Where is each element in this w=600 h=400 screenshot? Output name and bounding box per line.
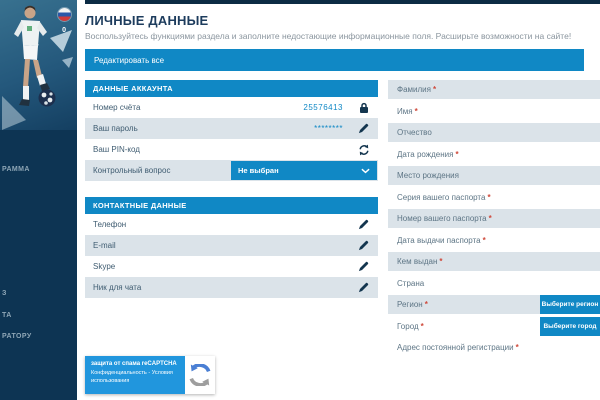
field-registration-address[interactable]	[388, 338, 600, 357]
security-question-dropdown[interactable]	[231, 161, 377, 180]
required-asterisk: *	[439, 257, 443, 266]
main-content	[85, 0, 600, 400]
form-columns	[85, 80, 600, 394]
sidebar-item-operatoru[interactable]: РАТОРУ	[2, 333, 32, 340]
field-registration-address-label: Адрес постоянной регистрации	[397, 343, 514, 352]
field-firstname-label: Имя	[397, 106, 413, 116]
required-asterisk: *	[432, 85, 437, 94]
security-question-label: Контрольный вопрос	[93, 166, 171, 175]
required-asterisk: *	[414, 106, 418, 116]
recaptcha-text	[85, 356, 185, 394]
select-city-button[interactable]: Выберите город	[540, 317, 600, 336]
edit-email-pencil-icon[interactable]	[357, 239, 370, 252]
security-question-row	[85, 160, 378, 181]
recaptcha-separator: -	[148, 370, 151, 376]
required-asterisk: *	[515, 343, 519, 352]
required-asterisk: *	[455, 149, 459, 159]
account-section-header: ДАННЫЕ АККАУНТА	[85, 80, 378, 97]
field-passport-series[interactable]	[388, 188, 600, 207]
player-banner-image	[0, 0, 77, 130]
recaptcha-brand: reCAPTCHA	[141, 361, 177, 367]
field-lastname[interactable]	[388, 80, 600, 99]
select-region-button[interactable]: Выберите регион	[540, 295, 600, 314]
edit-all-button[interactable]: Редактировать все	[85, 49, 584, 71]
field-birthplace[interactable]	[388, 166, 600, 185]
pin-code-row	[85, 139, 378, 160]
field-passport-number-label: Номер вашего паспорта	[397, 214, 487, 223]
left-column	[85, 80, 378, 394]
password-label: Ваш пароль	[93, 124, 138, 133]
recaptcha-terms-link[interactable]: Условия использования	[91, 370, 173, 385]
sidebar-item-2[interactable]: ТА	[2, 312, 12, 319]
recaptcha-privacy-link[interactable]: Конфиденциальность	[91, 370, 147, 376]
top-divider	[85, 0, 600, 4]
page-subtitle: Воспользуйтесь функциями раздела и заполните недостающие информационные поля. Расширьте возможности на сайте!	[85, 31, 572, 41]
field-lastname-label: Фамилия	[397, 85, 431, 94]
email-row	[85, 235, 378, 256]
email-label: E-mail	[93, 241, 116, 250]
sidebar-item-1[interactable]: З	[2, 290, 7, 297]
field-birthdate-label: Дата рождения	[397, 149, 454, 159]
notification-counter: 0	[62, 27, 66, 34]
russia-flag-icon	[58, 8, 71, 21]
field-passport-series-label: Серия вашего паспорта	[397, 192, 486, 202]
field-birthdate[interactable]	[388, 145, 600, 164]
chat-nick-row	[85, 277, 378, 298]
page-title: ЛИЧНЫЕ ДАННЫЕ	[85, 13, 209, 28]
lock-icon	[357, 101, 370, 114]
skype-label: Skype	[93, 262, 116, 271]
field-birthplace-label: Место рождения	[397, 171, 459, 180]
field-passport-issued-by-label: Кем выдан	[397, 257, 438, 266]
personal-details-column	[388, 80, 600, 394]
edit-chat-nick-pencil-icon[interactable]	[357, 281, 370, 294]
password-row	[85, 118, 378, 139]
edit-phone-pencil-icon[interactable]	[357, 218, 370, 231]
required-asterisk: *	[420, 321, 424, 331]
account-number-value: 25576413	[303, 103, 343, 112]
edit-skype-pencil-icon[interactable]	[357, 260, 370, 273]
account-number-row	[85, 97, 378, 118]
field-middlename[interactable]	[388, 123, 600, 142]
edit-password-pencil-icon[interactable]	[357, 122, 370, 135]
pin-code-label: Ваш PIN-код	[93, 145, 140, 154]
phone-label: Телефон	[93, 220, 127, 229]
field-passport-number[interactable]	[388, 209, 600, 228]
required-asterisk: *	[487, 192, 491, 202]
chevron-down-icon	[361, 168, 370, 174]
recaptcha-logo-icon	[185, 356, 215, 394]
password-value: ********	[314, 124, 343, 133]
field-city[interactable]	[388, 317, 600, 336]
field-region-label: Регион	[397, 300, 423, 309]
field-country[interactable]	[388, 274, 600, 293]
required-asterisk: *	[488, 214, 492, 223]
contact-data-section	[85, 197, 378, 298]
field-region[interactable]	[388, 295, 600, 314]
phone-row	[85, 214, 378, 235]
account-data-section	[85, 80, 378, 181]
refresh-pin-icon[interactable]	[357, 143, 370, 156]
recaptcha-protection-label: защита от спама	[91, 361, 141, 367]
contacts-section-header: КОНТАКТНЫЕ ДАННЫЕ	[85, 197, 378, 214]
field-passport-issued-by[interactable]	[388, 252, 600, 271]
field-city-label: Город	[397, 321, 419, 331]
field-passport-issue-date[interactable]	[388, 231, 600, 250]
security-question-selected-value: Не выбран	[238, 166, 279, 175]
required-asterisk: *	[482, 235, 486, 245]
field-firstname[interactable]	[388, 102, 600, 121]
skype-row	[85, 256, 378, 277]
sidebar	[0, 0, 77, 400]
field-passport-issue-date-label: Дата выдачи паспорта	[397, 235, 481, 245]
sidebar-item-programma[interactable]: РАММА	[2, 166, 30, 173]
recaptcha-badge[interactable]	[85, 356, 215, 394]
field-middlename-label: Отчество	[397, 128, 432, 137]
chat-nick-label: Ник для чата	[93, 283, 142, 292]
required-asterisk: *	[424, 300, 428, 309]
account-number-label: Номер счёта	[93, 103, 141, 112]
field-country-label: Страна	[397, 278, 425, 288]
